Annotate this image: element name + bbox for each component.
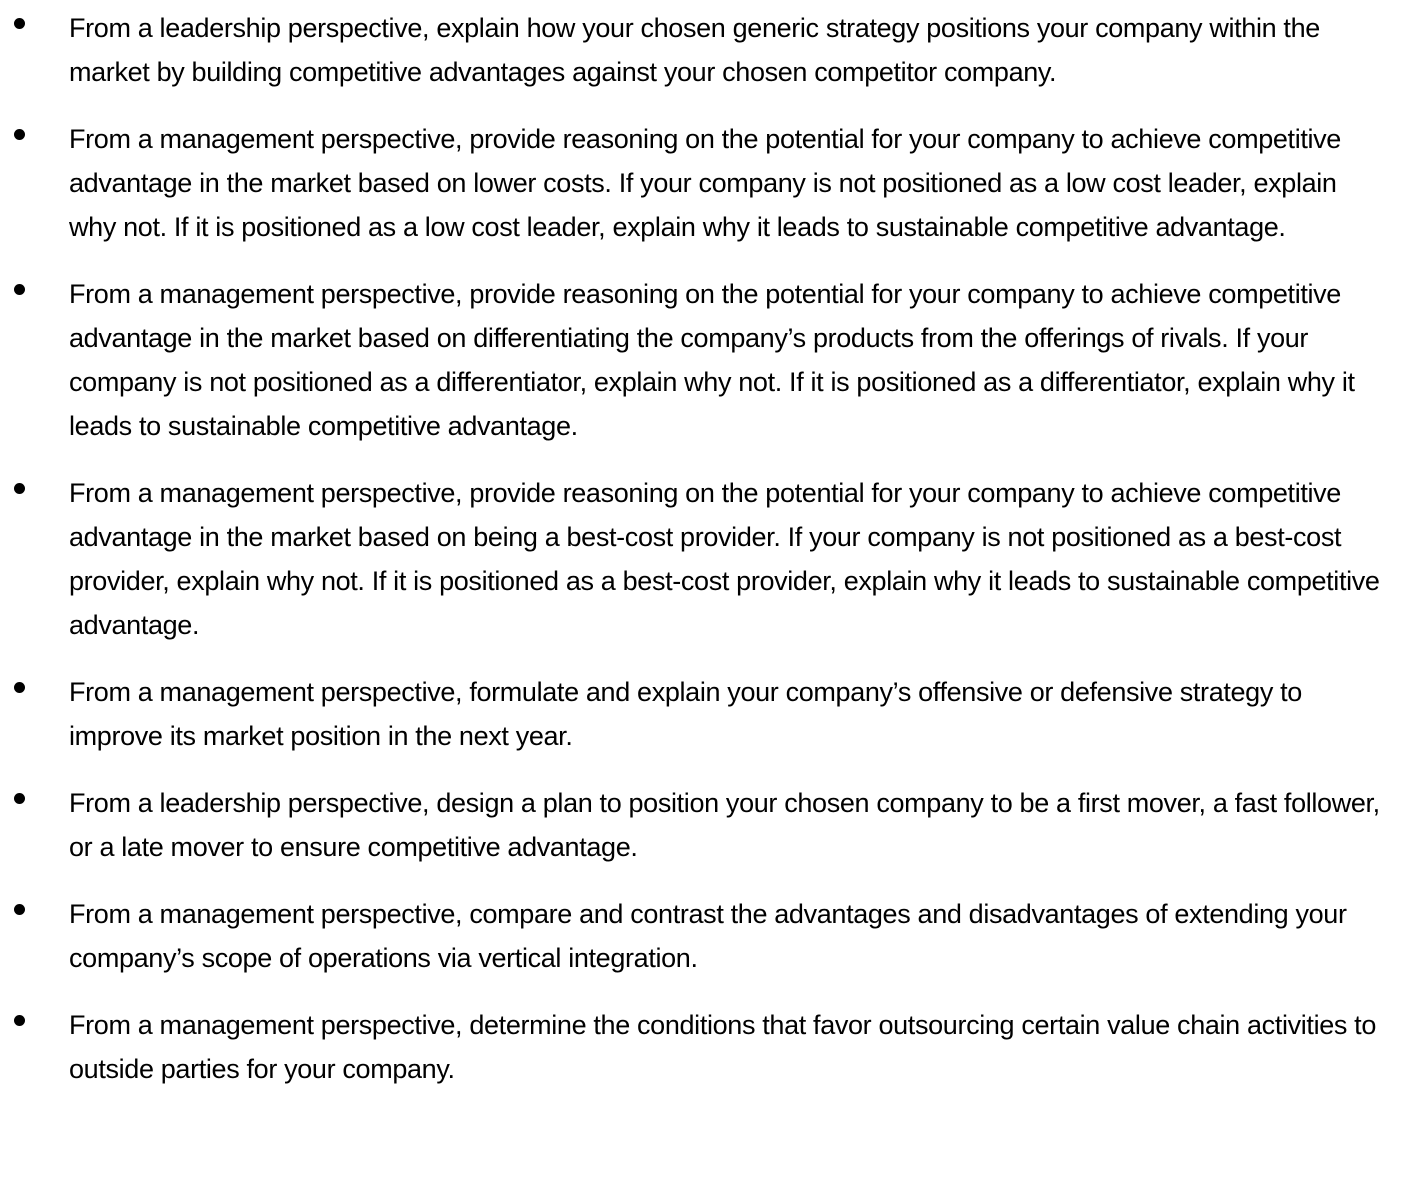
list-item [0,272,1406,448]
list-item-text: From a management perspective, provide reasoning on the potential for your company to achieve competitive advantage in the market based on differentiating the company’s products from the offerings of rivals. If your company is not positioned as a differentiator, explain why not. If it is positioned as a differentiator, explain why it leads to sustainable competitive advantage. [69,279,1355,441]
list-item-text: From a management perspective, formulate and explain your company’s offensive or defensive strategy to improve its market position in the next year. [69,677,1302,751]
bullet-dot-icon [14,682,25,693]
list-item [0,471,1406,647]
list-item-text: From a management perspective, determine the conditions that favor outsourcing certain value chain activities to outside parties for your company. [69,1010,1377,1084]
list-item-text: From a management perspective, provide reasoning on the potential for your company to achieve competitive advantage in the market based on being a best-cost provider. If your company is not positioned as a best-cost provider, explain why not. If it is positioned as a best-cost provider, explain why it leads to sustainable competitive advantage. [69,478,1380,640]
document-body [0,6,1406,1114]
bullet-dot-icon [14,793,25,804]
bullet-dot-icon [14,904,25,915]
bullet-dot-icon [14,18,25,29]
list-item [0,670,1406,758]
list-item [0,6,1406,94]
list-item-text: From a management perspective, provide reasoning on the potential for your company to achieve competitive advantage in the market based on lower costs. If your company is not positioned as a low cost leader, explain why not. If it is positioned as a low cost leader, explain why it leads to sustainable competitive advantage. [69,124,1341,242]
bullet-dot-icon [14,1015,25,1026]
list-item [0,1003,1406,1091]
list-item [0,781,1406,869]
list-item-text: From a leadership perspective, explain how your chosen generic strategy positions your company within the market by building competitive advantages against your chosen competitor company. [69,13,1320,87]
list-item [0,892,1406,980]
list-item [0,117,1406,249]
bullet-dot-icon [14,483,25,494]
bullet-list [0,6,1406,1091]
list-item-text: From a management perspective, compare and contrast the advantages and disadvantages of extending your company’s scope of operations via vertical integration. [69,899,1347,973]
bullet-dot-icon [14,284,25,295]
list-item-text: From a leadership perspective, design a plan to position your chosen company to be a first mover, a fast follower, or a late mover to ensure competitive advantage. [69,788,1380,862]
bullet-dot-icon [14,129,25,140]
